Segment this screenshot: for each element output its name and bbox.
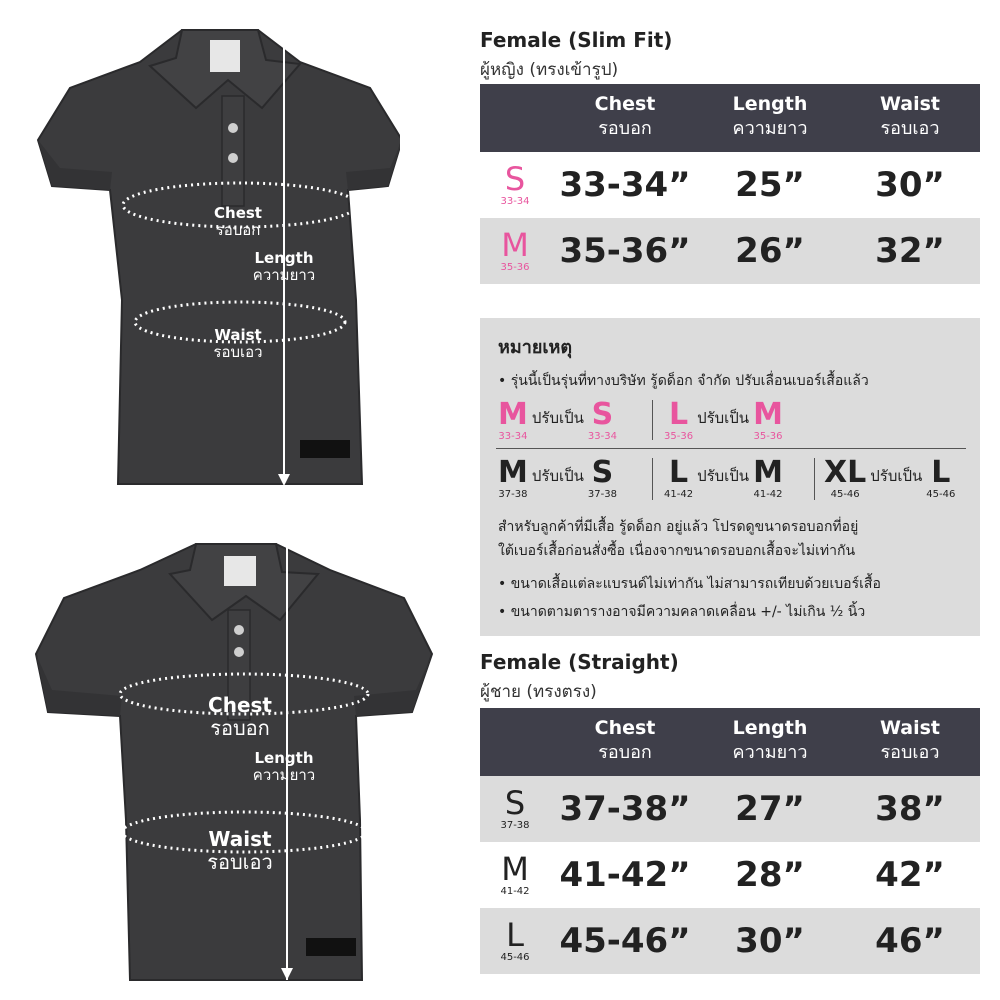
swap-to-range: 37-38	[587, 489, 617, 500]
swap-to-range: 35-36	[753, 431, 783, 442]
straight-shirt-illustration	[0, 520, 400, 1000]
length-header-en: Length	[732, 93, 808, 115]
swap-from-size: XL	[824, 455, 867, 490]
length-label-th: ความยาว	[252, 766, 316, 785]
divider	[496, 448, 966, 449]
length-header-en: Length	[732, 717, 808, 739]
length-label	[253, 250, 315, 285]
waist-label-en: Waist	[208, 827, 272, 851]
waist-value: 38”	[875, 789, 945, 829]
waist-value: 32”	[875, 231, 945, 271]
size-header-spacer	[480, 708, 550, 776]
chest-label-en: Chest	[208, 693, 272, 717]
chest-label	[208, 694, 272, 740]
length-label-en: Length	[254, 249, 314, 267]
slim-fit-subtitle: ผู้หญิง (ทรงเข้ารูป)	[480, 60, 619, 80]
swap-to	[753, 397, 783, 442]
chest-header	[550, 84, 700, 152]
note-bullet-1: • ขนาดเสื้อแต่ละแบรนด์ไม่เท่ากัน ไม่สามารถเทียบด้วยเบอร์เสื้อ	[498, 576, 881, 592]
waist-header-en: Waist	[879, 717, 940, 739]
size-letter: S	[504, 784, 526, 822]
pink-swap-2	[664, 397, 783, 442]
waist-value: 30”	[875, 165, 945, 205]
swap-from-size: L	[668, 397, 689, 432]
swap-from-size: M	[498, 455, 528, 490]
swap-from-range: 41-42	[664, 489, 694, 500]
swap-word: ปรับเป็น	[531, 409, 584, 427]
separator	[652, 458, 653, 500]
shirt-image	[0, 0, 400, 490]
swap-from	[498, 397, 528, 442]
waist-header-th: รอบเอว	[880, 741, 940, 763]
note-title: หมายเหตุ	[498, 337, 573, 358]
length-header	[700, 708, 840, 776]
swap-to-range: 33-34	[587, 431, 617, 442]
size-cell	[480, 850, 550, 897]
swap-to-size: S	[591, 455, 614, 490]
table-row	[480, 218, 980, 284]
swap-from-size: M	[498, 397, 528, 432]
waist-header-en: Waist	[879, 93, 940, 115]
table-row	[480, 908, 980, 974]
chest-label-th: รอบอก	[215, 221, 261, 240]
swap-word: ปรับเป็น	[870, 467, 923, 485]
swap-to-size: M	[753, 397, 783, 432]
size-letter: S	[504, 160, 526, 198]
note-box	[480, 318, 980, 636]
black-swap-2	[664, 455, 783, 500]
straight-subtitle: ผู้ชาย (ทรงตรง)	[480, 682, 597, 702]
waist-label	[207, 828, 273, 874]
chest-label-en: Chest	[214, 204, 262, 222]
chest-header	[550, 708, 700, 776]
chest-value: 45-46”	[559, 921, 691, 961]
waist-label-en: Waist	[214, 326, 262, 344]
straight-size-table	[480, 708, 980, 974]
length-value: 28”	[735, 855, 805, 895]
size-letter: M	[501, 226, 529, 264]
slim-fit-title: Female (Slim Fit)	[480, 28, 673, 52]
size-header-spacer	[480, 84, 550, 152]
swap-to-size: M	[753, 455, 783, 490]
size-range: 41-42	[500, 886, 530, 897]
length-value: 30”	[735, 921, 805, 961]
size-range: 35-36	[500, 262, 530, 273]
chest-value: 37-38”	[559, 789, 691, 829]
size-range: 37-38	[500, 820, 530, 831]
length-header	[700, 84, 840, 152]
table-row	[480, 152, 980, 218]
black-swap-1	[498, 455, 617, 500]
slim-fit-size-table	[480, 84, 980, 284]
chest-header-en: Chest	[594, 93, 656, 115]
length-header-th: ความยาว	[732, 741, 808, 763]
note-bullet-2: • ขนาดตามตารางอาจมีความคลาดเคลื่อน +/- ไม่เกิน ½ นิ้ว	[498, 604, 866, 620]
chest-header-en: Chest	[594, 717, 656, 739]
swap-to	[753, 455, 783, 500]
length-label-en: Length	[254, 749, 314, 767]
length-header-th: ความยาว	[732, 117, 808, 139]
size-letter: L	[506, 916, 524, 954]
swap-from	[824, 455, 867, 500]
waist-header	[840, 708, 980, 776]
note-line-1: • รุ่นนี้เป็นรุ่นที่ทางบริษัท รู้ดด็อก จำกัด ปรับเลื่อนเบอร์เสื้อแล้ว	[498, 373, 869, 389]
waist-label-th: รอบเอว	[207, 850, 273, 874]
waist-value: 42”	[875, 855, 945, 895]
length-label-th: ความยาว	[252, 266, 316, 285]
swap-to	[587, 455, 617, 500]
table-row	[480, 776, 980, 842]
swap-to-size: L	[931, 455, 951, 490]
swap-to-size: S	[591, 397, 614, 432]
waist-label-th: รอบเอว	[213, 343, 263, 362]
chest-header-th: รอบอก	[598, 117, 652, 139]
swap-word: ปรับเป็น	[697, 409, 750, 427]
swap-from-range: 45-46	[830, 489, 860, 500]
swap-from	[498, 455, 528, 500]
separator	[814, 458, 815, 500]
size-cell	[480, 160, 550, 207]
slim-fit-shirt-illustration	[0, 0, 400, 480]
length-value: 25”	[735, 165, 805, 205]
separator	[652, 400, 653, 440]
length-value: 27”	[735, 789, 805, 829]
shirt-image	[0, 520, 440, 1000]
waist-label	[213, 327, 262, 362]
swap-from-range: 33-34	[498, 431, 528, 442]
swap-from	[664, 455, 694, 500]
chest-value: 41-42”	[559, 855, 691, 895]
note-paragraph-line-2: ใต้เบอร์เสื้อก่อนสั่งซื้อ เนื่องจากขนาดรอบอกเสื้อจะไม่เท่ากัน	[498, 543, 856, 559]
pink-swap-1	[498, 397, 617, 442]
length-value: 26”	[735, 231, 805, 271]
chest-value: 33-34”	[559, 165, 691, 205]
table-header	[480, 708, 980, 776]
chest-value: 35-36”	[559, 231, 691, 271]
size-cell	[480, 226, 550, 273]
swap-word: ปรับเป็น	[697, 467, 750, 485]
chest-header-th: รอบอก	[598, 741, 652, 763]
swap-to	[587, 397, 617, 442]
swap-from-size: L	[668, 455, 689, 490]
chest-label-th: รอบอก	[210, 716, 270, 740]
waist-header	[840, 84, 980, 152]
swap-from-range: 37-38	[498, 489, 528, 500]
size-letter: M	[501, 850, 529, 888]
waist-value: 46”	[875, 921, 945, 961]
swap-from	[664, 397, 694, 442]
table-header	[480, 84, 980, 152]
size-cell	[480, 916, 550, 963]
swap-to-range: 41-42	[753, 489, 783, 500]
straight-title: Female (Straight)	[480, 650, 679, 674]
swap-to-range: 45-46	[926, 489, 956, 500]
swap-to	[926, 455, 956, 500]
size-range: 45-46	[500, 952, 530, 963]
black-swap-3	[824, 455, 956, 500]
waist-header-th: รอบเอว	[880, 117, 940, 139]
size-cell	[480, 784, 550, 831]
table-row	[480, 842, 980, 908]
size-range: 33-34	[500, 196, 530, 207]
swap-from-range: 35-36	[664, 431, 694, 442]
note-paragraph-line-1: สำหรับลูกค้าที่มีเสื้อ รู้ดด็อก อยู่แล้ว โปรดดูขนาดรอบอกที่อยู่	[498, 519, 859, 535]
swap-word: ปรับเป็น	[531, 467, 584, 485]
chest-label	[214, 205, 262, 240]
length-label	[253, 750, 315, 785]
